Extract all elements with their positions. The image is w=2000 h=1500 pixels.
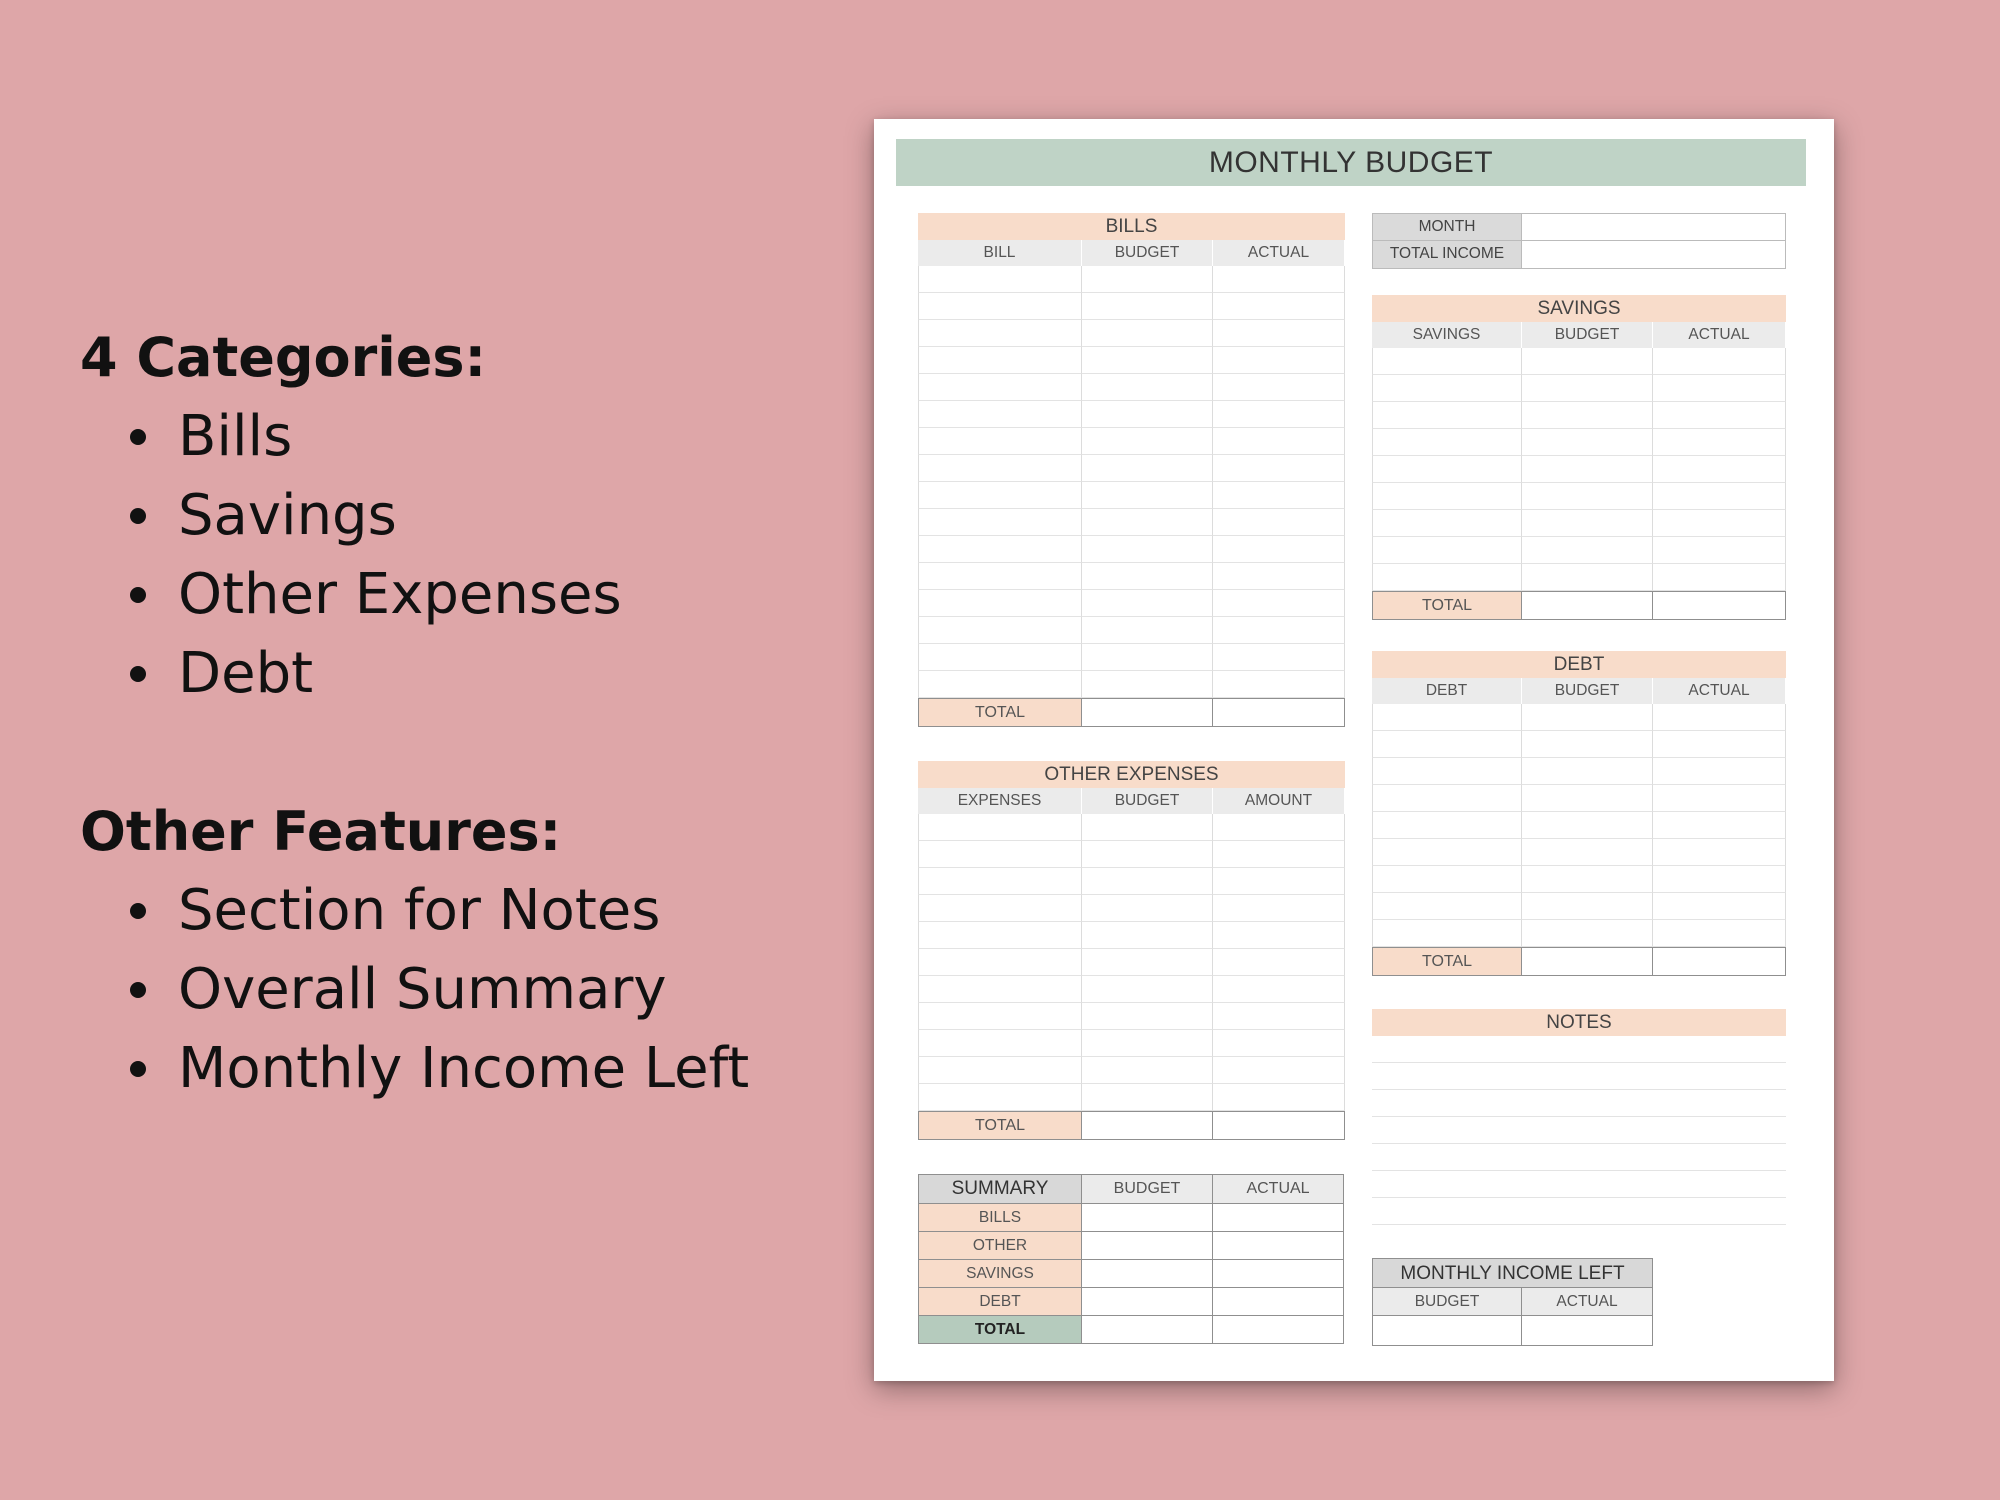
summary-cell[interactable]	[1082, 1316, 1213, 1344]
table-cell[interactable]	[1522, 402, 1653, 429]
table-cell[interactable]	[1372, 839, 1522, 866]
column-header: AMOUNT	[1213, 788, 1345, 814]
table-cell[interactable]	[1372, 402, 1522, 429]
table-cell[interactable]	[1522, 375, 1653, 402]
table-cell[interactable]	[1372, 537, 1522, 564]
total-label: TOTAL	[918, 698, 1082, 727]
table-cell[interactable]	[1082, 266, 1213, 293]
bullet-icon	[130, 1061, 146, 1077]
other-expenses-total-row	[918, 1111, 1345, 1140]
notes-line[interactable]	[1372, 1036, 1786, 1063]
savings-section	[1372, 295, 1786, 620]
table-cell[interactable]	[1372, 510, 1522, 537]
summary-cell[interactable]	[1213, 1232, 1344, 1260]
table-cell[interactable]	[1213, 617, 1345, 644]
total-income-field[interactable]	[1522, 241, 1786, 269]
table-cell[interactable]	[918, 868, 1082, 895]
table-cell[interactable]	[1213, 509, 1345, 536]
table-cell[interactable]	[1372, 758, 1522, 785]
list-item: Savings	[80, 476, 749, 555]
debt-section	[1372, 651, 1786, 976]
other-expenses-title: OTHER EXPENSES	[918, 761, 1345, 788]
debt-total-budget[interactable]	[1522, 947, 1653, 976]
summary-row-label: OTHER	[918, 1232, 1082, 1260]
table-cell[interactable]	[1213, 293, 1345, 320]
table-cell[interactable]	[1082, 563, 1213, 590]
table-cell[interactable]	[1082, 922, 1213, 949]
table-cell[interactable]	[1372, 704, 1522, 731]
table-cell[interactable]	[918, 1030, 1082, 1057]
bullet-icon	[130, 429, 146, 445]
month-field[interactable]	[1522, 213, 1786, 241]
column-header: ACTUAL	[1213, 240, 1345, 266]
table-cell[interactable]	[1082, 814, 1213, 841]
table-cell[interactable]	[1522, 456, 1653, 483]
table-cell[interactable]	[918, 563, 1082, 590]
income-row	[1372, 241, 1786, 269]
summary-cell[interactable]	[1213, 1288, 1344, 1316]
bullet-icon	[130, 982, 146, 998]
table-cell[interactable]	[1082, 374, 1213, 401]
table-cell[interactable]	[1213, 401, 1345, 428]
table-cell[interactable]	[1653, 785, 1786, 812]
month-label: MONTH	[1372, 213, 1522, 241]
total-label: TOTAL	[1372, 591, 1522, 620]
table-cell[interactable]	[1372, 483, 1522, 510]
table-cell[interactable]	[1213, 320, 1345, 347]
table-cell[interactable]	[918, 320, 1082, 347]
list-item: Debt	[80, 634, 749, 713]
table-cell[interactable]	[1372, 375, 1522, 402]
table-cell[interactable]	[1522, 785, 1653, 812]
categories-heading: 4 Categories:	[80, 326, 487, 389]
notes-line[interactable]	[1372, 1063, 1786, 1090]
table-cell[interactable]	[918, 482, 1082, 509]
column-header: ACTUAL	[1653, 678, 1786, 704]
income-left-budget[interactable]	[1372, 1316, 1522, 1346]
savings-header	[1372, 322, 1786, 348]
summary-cell[interactable]	[1082, 1232, 1213, 1260]
table-cell[interactable]	[1522, 920, 1653, 947]
bullet-icon	[130, 587, 146, 603]
summary-cell[interactable]	[1213, 1260, 1344, 1288]
table-cell[interactable]	[1653, 812, 1786, 839]
debt-rows	[1372, 704, 1786, 947]
summary-section	[918, 1174, 1345, 1344]
column-header: BUDGET	[1082, 240, 1213, 266]
bills-total-budget[interactable]	[1082, 698, 1213, 727]
income-left-title: MONTHLY INCOME LEFT	[1372, 1258, 1653, 1288]
table-cell[interactable]	[1213, 266, 1345, 293]
table-cell[interactable]	[1522, 510, 1653, 537]
table-cell[interactable]	[918, 841, 1082, 868]
table-cell[interactable]	[1213, 482, 1345, 509]
table-cell[interactable]	[1082, 841, 1213, 868]
table-cell[interactable]	[1213, 374, 1345, 401]
table-cell[interactable]	[918, 266, 1082, 293]
table-cell[interactable]	[1522, 483, 1653, 510]
table-cell[interactable]	[1213, 347, 1345, 374]
column-header: DEBT	[1372, 678, 1522, 704]
table-cell[interactable]	[1653, 839, 1786, 866]
income-left-table	[1372, 1288, 1653, 1346]
list-item: Overall Summary	[80, 950, 749, 1029]
bills-header	[918, 240, 1345, 266]
table-cell[interactable]	[1213, 949, 1345, 976]
summary-total-label: TOTAL	[918, 1316, 1082, 1344]
debt-total-row	[1372, 947, 1786, 976]
other-expenses-total-amount[interactable]	[1213, 1111, 1345, 1140]
table-cell[interactable]	[1522, 348, 1653, 375]
table-cell[interactable]	[1372, 920, 1522, 947]
table-cell[interactable]	[1082, 401, 1213, 428]
summary-row-label: DEBT	[918, 1288, 1082, 1316]
savings-total-row	[1372, 591, 1786, 620]
table-cell[interactable]	[1522, 866, 1653, 893]
table-cell[interactable]	[1213, 1003, 1345, 1030]
income-left-section	[1372, 1258, 1653, 1346]
table-cell[interactable]	[1082, 590, 1213, 617]
table-cell[interactable]	[918, 976, 1082, 1003]
table-cell[interactable]	[1372, 893, 1522, 920]
column-header: SAVINGS	[1372, 322, 1522, 348]
column-header: BUDGET	[1522, 678, 1653, 704]
table-cell[interactable]	[918, 293, 1082, 320]
table-cell[interactable]	[1653, 758, 1786, 785]
column-header: BUDGET	[1522, 322, 1653, 348]
table-cell[interactable]	[1082, 482, 1213, 509]
notes-line[interactable]	[1372, 1090, 1786, 1117]
table-cell[interactable]	[1213, 1057, 1345, 1084]
bullet-icon	[130, 508, 146, 524]
savings-title: SAVINGS	[1372, 295, 1786, 322]
column-header: ACTUAL	[1522, 1288, 1653, 1316]
column-header: ACTUAL	[1653, 322, 1786, 348]
table-cell[interactable]	[1522, 537, 1653, 564]
table-cell[interactable]	[1082, 1003, 1213, 1030]
table-cell[interactable]	[1213, 922, 1345, 949]
table-cell[interactable]	[1082, 949, 1213, 976]
summary-title: SUMMARY	[918, 1174, 1082, 1204]
column-header: BUDGET	[1372, 1288, 1522, 1316]
list-item: Section for Notes	[80, 871, 749, 950]
table-cell[interactable]	[918, 536, 1082, 563]
table-cell[interactable]	[1653, 429, 1786, 456]
table-cell[interactable]	[1372, 866, 1522, 893]
summary-cell[interactable]	[1213, 1204, 1344, 1232]
table-cell[interactable]	[1653, 893, 1786, 920]
table-cell[interactable]	[1213, 644, 1345, 671]
table-cell[interactable]	[918, 922, 1082, 949]
debt-title: DEBT	[1372, 651, 1786, 678]
column-header: ACTUAL	[1213, 1174, 1344, 1204]
table-cell[interactable]	[918, 814, 1082, 841]
table-cell[interactable]	[918, 509, 1082, 536]
notes-section	[1372, 1009, 1786, 1225]
table-cell[interactable]	[1082, 347, 1213, 374]
table-cell[interactable]	[1653, 537, 1786, 564]
table-cell[interactable]	[918, 617, 1082, 644]
table-cell[interactable]	[1082, 536, 1213, 563]
list-item: Bills	[80, 397, 749, 476]
table-cell[interactable]	[1653, 402, 1786, 429]
total-label: TOTAL	[1372, 947, 1522, 976]
table-cell[interactable]	[1653, 564, 1786, 591]
other-expenses-section	[918, 761, 1345, 1140]
debt-header	[1372, 678, 1786, 704]
month-row	[1372, 213, 1786, 241]
table-cell[interactable]	[1213, 841, 1345, 868]
table-cell[interactable]	[1653, 920, 1786, 947]
table-cell[interactable]	[1082, 293, 1213, 320]
table-cell[interactable]	[1213, 671, 1345, 698]
summary-cell[interactable]	[1082, 1204, 1213, 1232]
total-label: TOTAL	[918, 1111, 1082, 1140]
table-cell[interactable]	[1522, 839, 1653, 866]
table-cell[interactable]	[918, 428, 1082, 455]
savings-total-budget[interactable]	[1522, 591, 1653, 620]
table-cell[interactable]	[1372, 456, 1522, 483]
table-cell[interactable]	[1522, 758, 1653, 785]
bills-section	[918, 213, 1345, 727]
table-cell[interactable]	[1372, 731, 1522, 758]
notes-line[interactable]	[1372, 1198, 1786, 1225]
table-cell[interactable]	[1653, 510, 1786, 537]
savings-rows	[1372, 348, 1786, 591]
table-cell[interactable]	[1082, 455, 1213, 482]
table-cell[interactable]	[1082, 1057, 1213, 1084]
table-cell[interactable]	[1653, 483, 1786, 510]
table-cell[interactable]	[1522, 731, 1653, 758]
table-cell[interactable]	[1372, 785, 1522, 812]
debt-total-actual[interactable]	[1653, 947, 1786, 976]
table-cell[interactable]	[1213, 976, 1345, 1003]
notes-area[interactable]	[1372, 1036, 1786, 1225]
table-cell[interactable]	[918, 671, 1082, 698]
table-cell[interactable]	[1213, 455, 1345, 482]
table-cell[interactable]	[1372, 564, 1522, 591]
table-cell[interactable]	[1522, 812, 1653, 839]
list-item: Other Expenses	[80, 555, 749, 634]
bullet-icon	[130, 666, 146, 682]
table-cell[interactable]	[1213, 1084, 1345, 1111]
table-cell[interactable]	[1653, 731, 1786, 758]
table-cell[interactable]	[1082, 320, 1213, 347]
table-cell[interactable]	[1522, 564, 1653, 591]
table-cell[interactable]	[918, 374, 1082, 401]
list-item: Monthly Income Left	[80, 1029, 749, 1108]
budget-sheet	[874, 119, 1834, 1381]
table-cell[interactable]	[1082, 1084, 1213, 1111]
categories-list	[80, 397, 749, 713]
table-cell[interactable]	[918, 401, 1082, 428]
table-cell[interactable]	[1213, 868, 1345, 895]
column-header: BILL	[918, 240, 1082, 266]
table-cell[interactable]	[1372, 812, 1522, 839]
table-cell[interactable]	[1653, 866, 1786, 893]
notes-line[interactable]	[1372, 1144, 1786, 1171]
other-expenses-header	[918, 788, 1345, 814]
table-cell[interactable]	[1213, 895, 1345, 922]
other-features-list	[80, 871, 749, 1108]
bullet-icon	[130, 903, 146, 919]
table-cell[interactable]	[1082, 509, 1213, 536]
table-cell[interactable]	[1213, 1030, 1345, 1057]
other-expenses-rows	[918, 814, 1345, 1111]
table-cell[interactable]	[1653, 456, 1786, 483]
feature-list-panel	[80, 318, 749, 1108]
table-cell[interactable]	[1213, 590, 1345, 617]
bills-rows	[918, 266, 1345, 698]
table-cell[interactable]	[1082, 617, 1213, 644]
bills-total-row	[918, 698, 1345, 727]
table-cell[interactable]	[1372, 429, 1522, 456]
table-cell[interactable]	[1082, 1030, 1213, 1057]
table-cell[interactable]	[918, 1057, 1082, 1084]
table-cell[interactable]	[918, 455, 1082, 482]
total-income-label: TOTAL INCOME	[1372, 241, 1522, 269]
table-cell[interactable]	[1213, 536, 1345, 563]
summary-row-label: SAVINGS	[918, 1260, 1082, 1288]
table-cell[interactable]	[1653, 375, 1786, 402]
summary-row-label: BILLS	[918, 1204, 1082, 1232]
table-cell[interactable]	[1522, 893, 1653, 920]
notes-line[interactable]	[1372, 1171, 1786, 1198]
column-header: BUDGET	[1082, 1174, 1213, 1204]
sheet-title: MONTHLY BUDGET	[896, 139, 1806, 186]
table-cell[interactable]	[1522, 429, 1653, 456]
table-cell[interactable]	[918, 347, 1082, 374]
other-expenses-total-budget[interactable]	[1082, 1111, 1213, 1140]
table-cell[interactable]	[1082, 671, 1213, 698]
table-cell[interactable]	[1082, 644, 1213, 671]
bills-total-actual[interactable]	[1213, 698, 1345, 727]
table-cell[interactable]	[918, 1084, 1082, 1111]
table-cell[interactable]	[1372, 348, 1522, 375]
bills-title: BILLS	[918, 213, 1345, 240]
savings-total-actual[interactable]	[1653, 591, 1786, 620]
table-cell[interactable]	[1213, 814, 1345, 841]
table-cell[interactable]	[918, 895, 1082, 922]
table-cell[interactable]	[1653, 704, 1786, 731]
notes-title: NOTES	[1372, 1009, 1786, 1036]
column-header: EXPENSES	[918, 788, 1082, 814]
income-left-actual[interactable]	[1522, 1316, 1653, 1346]
table-cell[interactable]	[1082, 868, 1213, 895]
table-cell[interactable]	[1653, 348, 1786, 375]
notes-line[interactable]	[1372, 1117, 1786, 1144]
table-cell[interactable]	[918, 1003, 1082, 1030]
table-cell[interactable]	[1082, 428, 1213, 455]
table-cell[interactable]	[918, 644, 1082, 671]
table-cell[interactable]	[1082, 976, 1213, 1003]
summary-cell[interactable]	[1213, 1316, 1344, 1344]
month-info	[1372, 213, 1786, 269]
column-header: BUDGET	[1082, 788, 1213, 814]
summary-cell[interactable]	[1082, 1288, 1213, 1316]
table-cell[interactable]	[1213, 428, 1345, 455]
table-cell[interactable]	[1522, 704, 1653, 731]
table-cell[interactable]	[1213, 563, 1345, 590]
table-cell[interactable]	[918, 590, 1082, 617]
other-features-heading: Other Features:	[80, 800, 562, 863]
summary-cell[interactable]	[1082, 1260, 1213, 1288]
table-cell[interactable]	[918, 949, 1082, 976]
summary-table	[918, 1174, 1345, 1344]
table-cell[interactable]	[1082, 895, 1213, 922]
